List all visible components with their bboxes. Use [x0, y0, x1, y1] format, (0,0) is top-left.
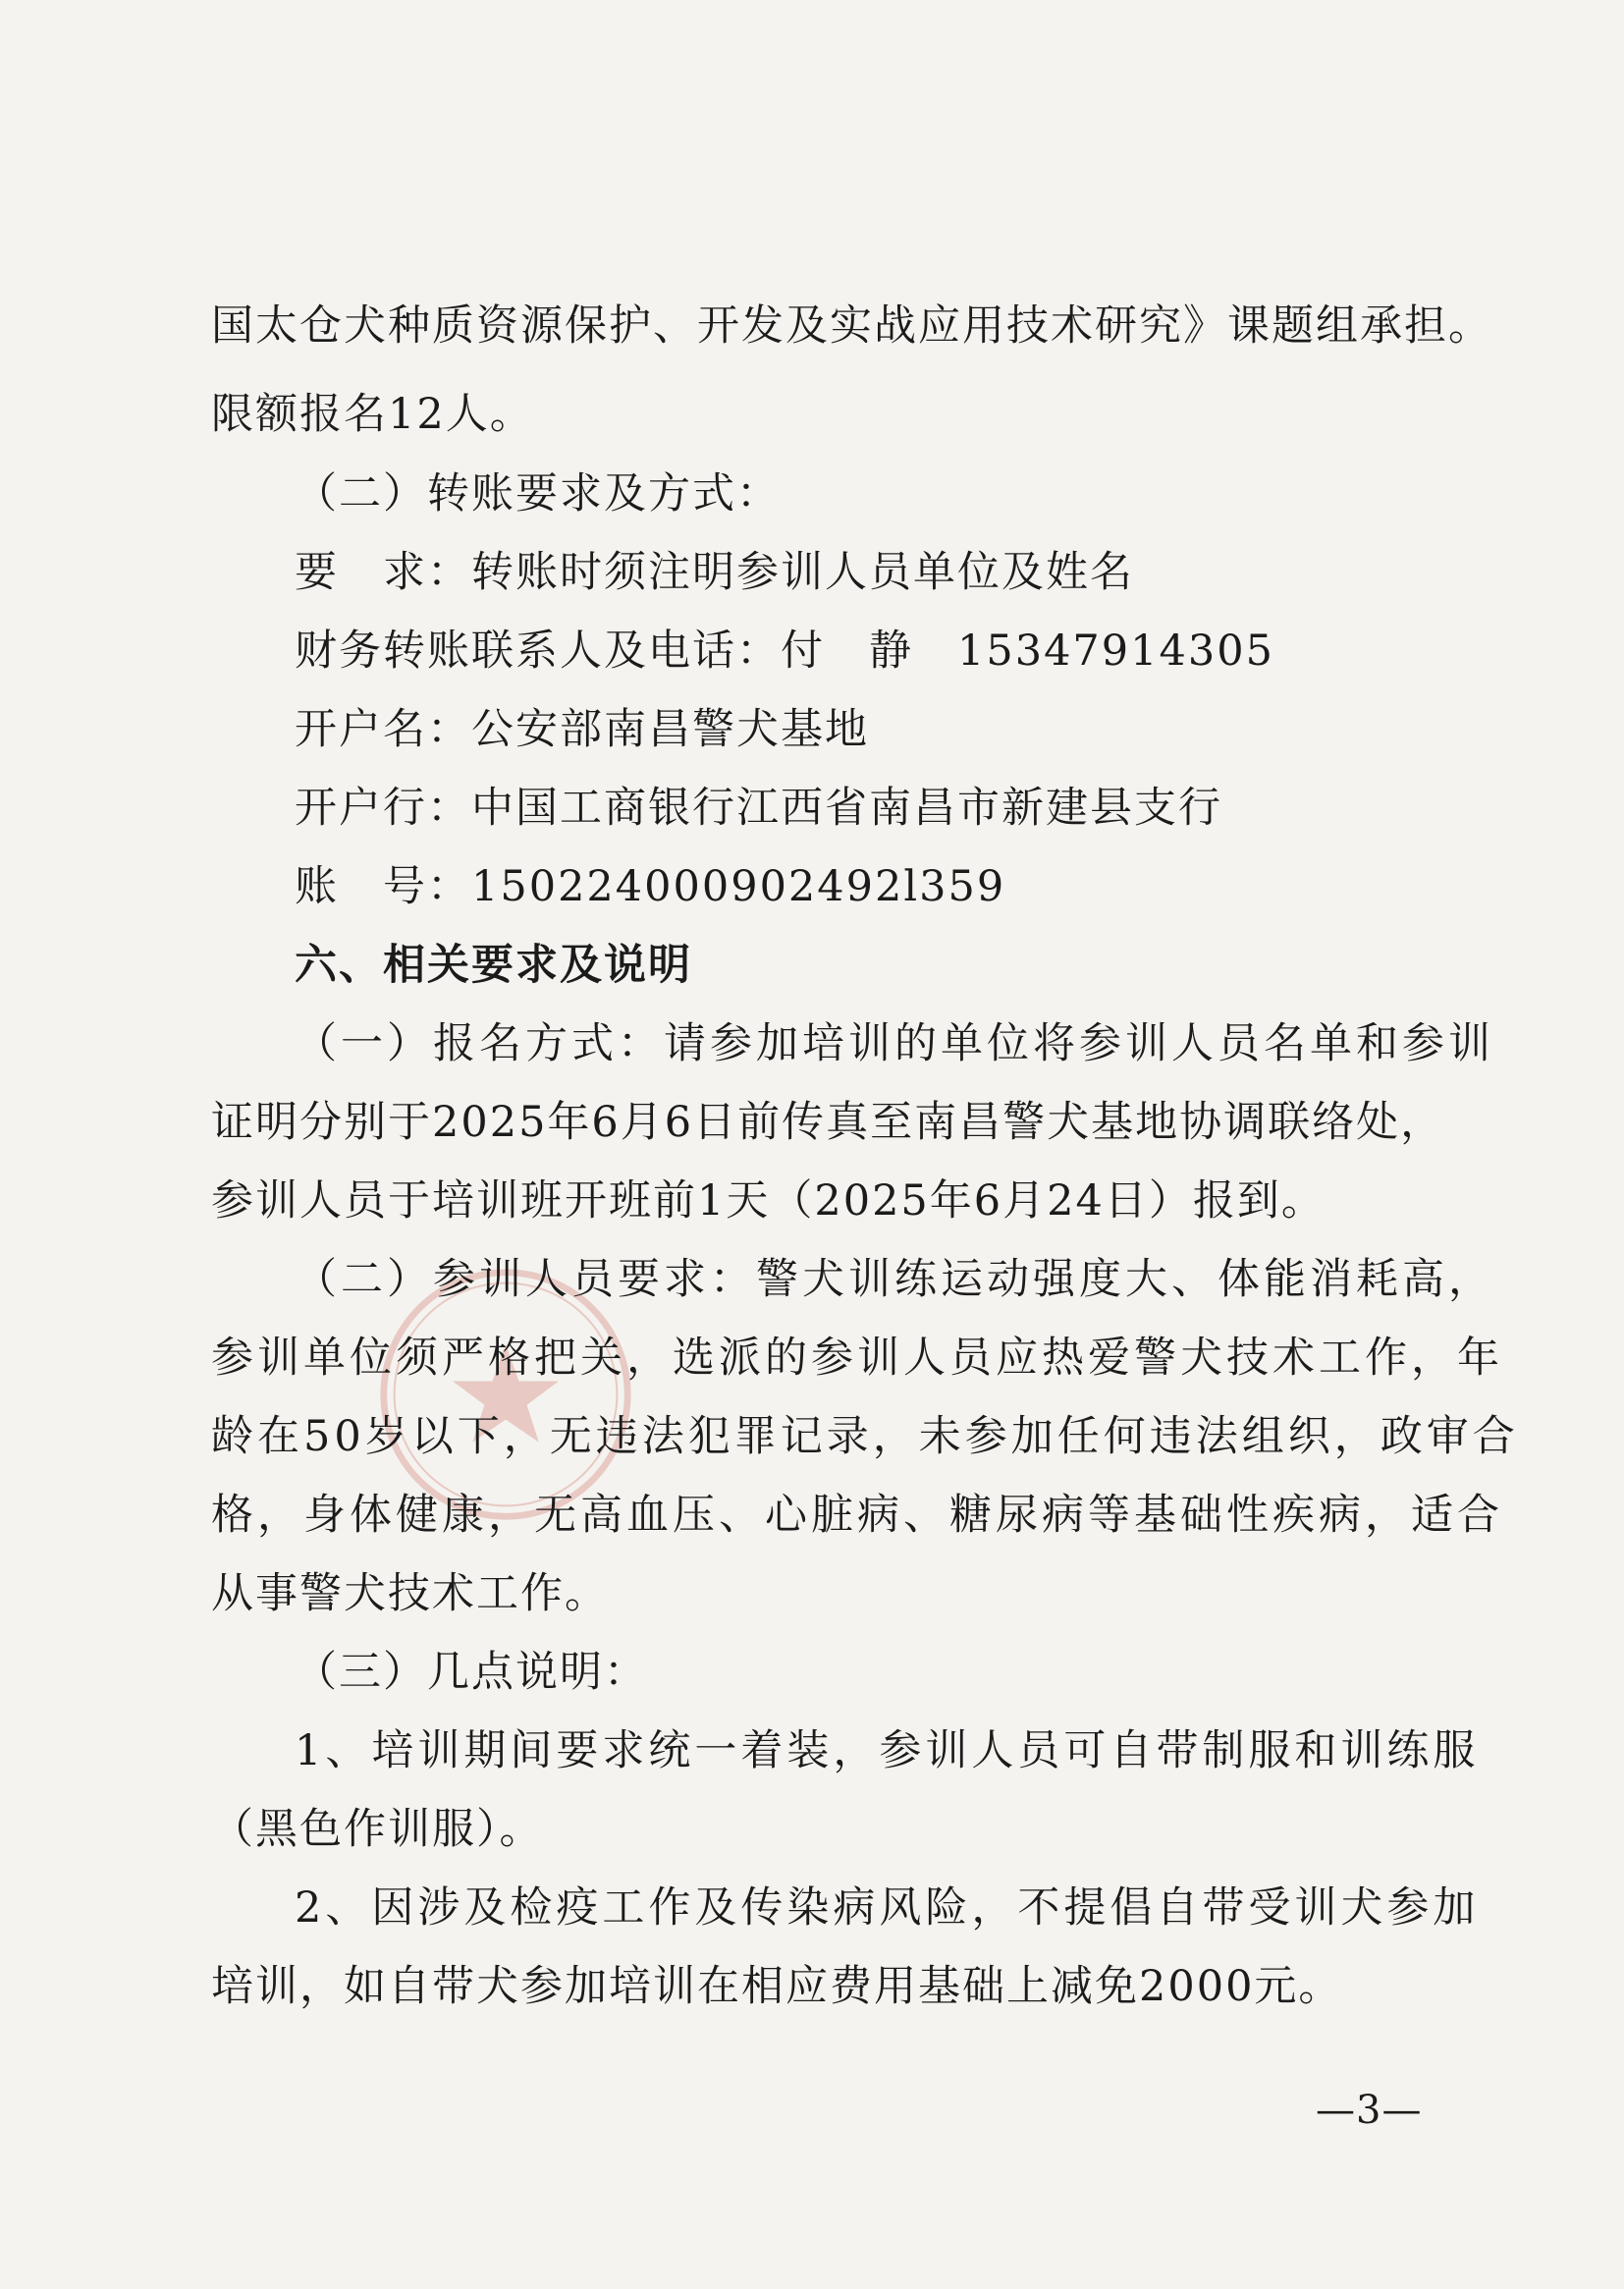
account-number: 账 号：150224000902492l359	[295, 862, 1006, 911]
finance-contact: 财务转账联系人及电话：付 静 15347914305	[295, 627, 1274, 676]
body-line: 参训人员于培训班开班前1天（2025年6月24日）报到。	[211, 1176, 1326, 1226]
body-line: 国太仓犬种质资源保护、开发及实战应用技术研究》课题组承担。	[211, 301, 1492, 351]
account-name: 开户名：公安部南昌警犬基地	[295, 705, 869, 754]
subsection-heading: （二）转账要求及方式：	[295, 469, 781, 518]
body-line: 从事警犬技术工作。	[211, 1569, 609, 1618]
transfer-requirement: 要 求：转账时须注明参训人员单位及姓名	[295, 548, 1134, 597]
body-line: （二）参训人员要求：警犬训练运动强度大、体能消耗高，	[295, 1255, 1494, 1304]
account-bank: 开户行：中国工商银行江西省南昌市新建县支行	[295, 784, 1222, 833]
body-line: 证明分别于2025年6月6日前传真至南昌警犬基地协调联络处，	[211, 1098, 1445, 1147]
body-line: 限额报名12人。	[211, 390, 534, 439]
section-heading: 六、相关要求及说明	[295, 941, 692, 990]
subsection-heading: （三）几点说明：	[295, 1648, 648, 1697]
page-number: —3—	[1316, 2088, 1423, 2133]
body-line: 龄在50岁以下，无违法犯罪记录，未参加任何违法组织，政审合	[211, 1412, 1519, 1461]
body-line: 2、因涉及检疫工作及传染病风险，不提倡自带受训犬参加	[295, 1883, 1480, 1933]
body-line: （黑色作训服）。	[211, 1805, 544, 1854]
body-line: 格，身体健康，无高血压、心脏病、糖尿病等基础性疾病，适合	[211, 1491, 1503, 1540]
body-line: （一）报名方式：请参加培训的单位将参训人员名单和参训	[295, 1019, 1494, 1068]
body-line: 培训，如自带犬参加培训在相应费用基础上减免2000元。	[211, 1962, 1343, 2011]
body-line: 参训单位须严格把关，选派的参训人员应热爱警犬技术工作，年	[211, 1334, 1503, 1383]
body-line: 1、培训期间要求统一着装，参训人员可自带制服和训练服	[295, 1726, 1480, 1775]
